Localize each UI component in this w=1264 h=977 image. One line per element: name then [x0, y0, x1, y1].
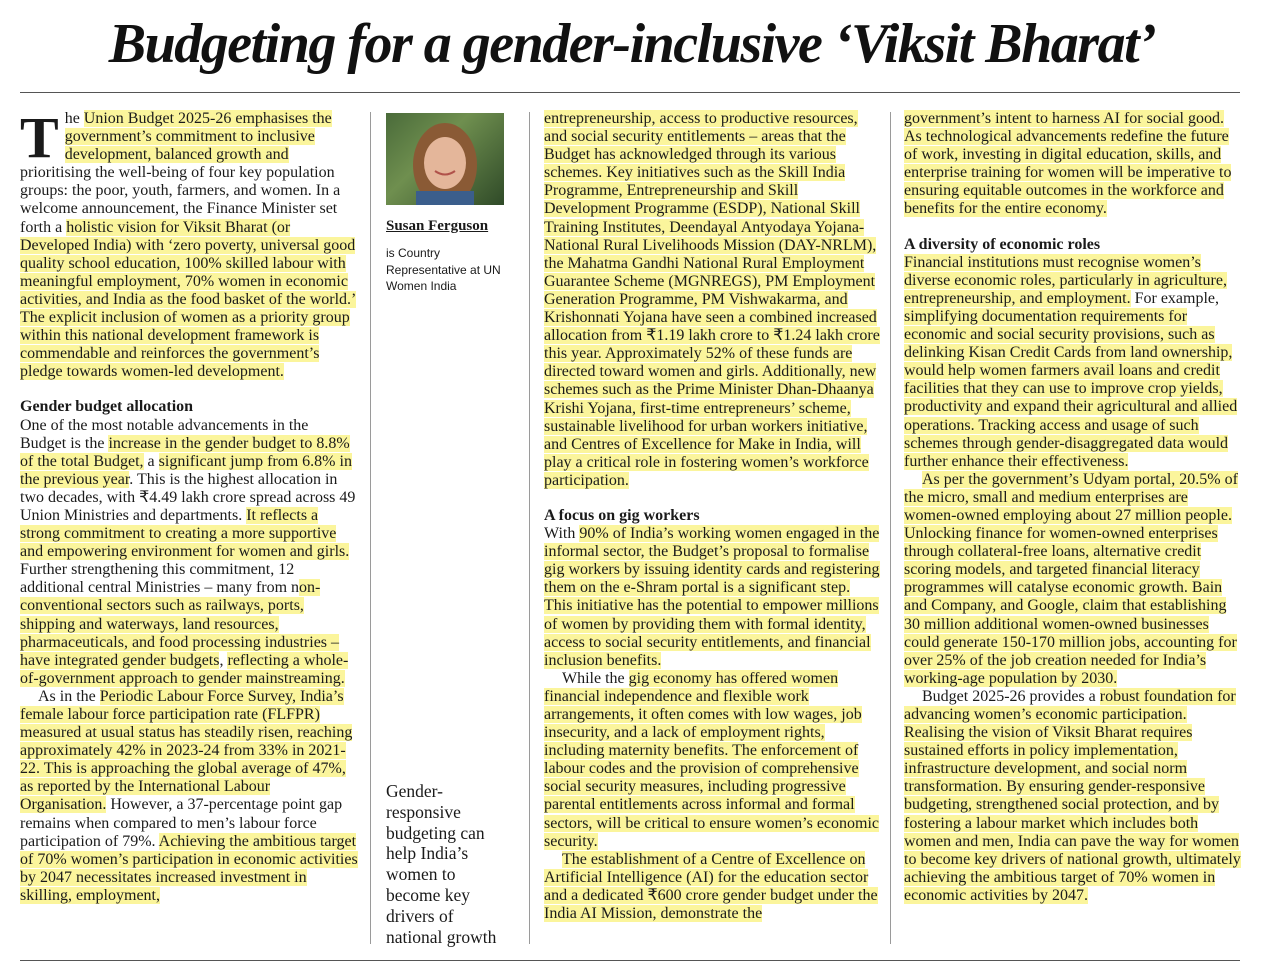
column-divider	[890, 112, 891, 944]
highlighted-text: holistic vision for Viksit Bharat (or Developed India) with ‘zero poverty, universal good quality school education, 100% skilled labour with meaningful employment, 70% women in economic activities, and India as the food basket of the world.’ The explicit inclusion of women as a priority group within this national development framework is commendable and reinforces the government’s pledge towards women-led development.	[20, 218, 357, 381]
subheading-economic-roles: A diversity of economic roles	[904, 235, 1101, 253]
paragraph: While the gig economy has offered women financial independence and flexible work arrangements, it often comes with low wages, job insecurity, and a lack of employment rights, including maternity benefits. The enforcement of labour codes and the provision of comprehensive social security measures, including progressive parental entitlements across informal and formal sectors, will be critical to ensure women’s economic security.	[544, 669, 880, 850]
top-divider	[20, 92, 1240, 93]
author-role: is Country Representative at UN Women India	[386, 246, 501, 293]
paragraph: As in the Periodic Labour Force Survey, India’s female labour force participation rate (FLFPR) measured at usual status has steadily risen, reaching approximately 42% in 2023-24 from 33% in 2021-22. This is approaching the global average of 47%, as reported by the International Labour Organisation. However, a 37-percentage point gap remains when compared to men’s labour force participation of 79%. Achieving the ambitious target of 70% women’s participation in economic activities by 2047 necessitates increased investment in skilling, employment,	[20, 687, 358, 904]
author-portrait-photo	[386, 113, 504, 205]
author-name: Susan Ferguson	[386, 218, 489, 234]
paragraph-intro: The Union Budget 2025-26 emphasises the government’s commitment to inclusive development, balanced growth and prioritising the well-being of four key population groups: the poor, youth, farmers, and women. In a welcome announcement, the Finance Minister set forth a holistic vision for Viksit Bharat (or Developed India) with ‘zero poverty, universal good quality school education, 100% skilled labour with meaningful employment, 70% women in economic activities, and India as the food basket of the world.’ The explicit inclusion of women as a priority group within this national development framework is commendable and reinforces the government’s pledge towards women-led development.	[20, 105, 357, 381]
column-1	[20, 105, 358, 905]
author-portrait-icon	[386, 113, 504, 205]
subheading-gig-workers: A focus on gig workers	[544, 506, 700, 524]
column-4	[904, 110, 1242, 905]
paragraph: The establishment of a Centre of Excellence on Artificial Intelligence (AI) for the education sector and a dedicated ₹600 crore gender budget under the India AI Mission, demonstrate the	[544, 850, 878, 923]
paragraph: Financial institutions must recognise women’s diverse economic roles, particularly in agriculture, entrepreneurship, and employment. For example, simplifying documentation requirements for economic and social security provisions, such as delinking Kisan Credit Cards from land ownership, would help women farmers avail loans and credit facilities that they can use to improve crop yields, productivity and expand their agricultural and allied operations. Tracking access and usage of such schemes through gender-disaggregated data would further enhance their effectiveness.	[904, 253, 1238, 470]
paragraph: Budget 2025-26 provides a robust foundation for advancing women’s economic participation. Realising the vision of Viksit Bharat requires sustained efforts in policy implementation, infrastructure development, and social norm transformation. By ensuring gender-responsive budgeting, strengthened social protection, and by fostering a labour market which includes both women and men, India can pave the way for women to become key drivers of national growth, ultimately achieving the ambitious target of 70% women in economic activities by 2047.	[904, 687, 1241, 904]
column-divider	[370, 112, 371, 944]
paragraph: entrepreneurship, access to productive resources, and social security entitlements – areas that the Budget has acknowledged through its various schemes. Key initiatives such as the Skill India Programme, Entrepreneurship and Skill Development Programme (ESDP), National Skill Training Institutes, Deendayal Antyodaya Yojana-National Rural Livelihoods Mission (DAY-NRLM), the Mahatma Gandhi National Rural Employment Guarantee Scheme (MGNREGS), PM Employment Generation Programme, PM Vishwakarma, and Krishonnati Yojana have seen a combined increased allocation from ₹1.19 lakh crore to ₹1.24 lakh crore this year. Approximately 52% of these funds are directed toward women and girls. Additionally, new schemes such as the Prime Minister Dhan-Dhaanya Krishi Yojana, first-time entrepreneurs’ scheme, sustainable livelihood for urban workers initiative, and Centres of Excellence for Make in India, will play a critical role in fostering women’s workforce participation.	[544, 110, 880, 489]
column-divider	[529, 112, 530, 944]
paragraph: As per the government’s Udyam portal, 20.5% of the micro, small and medium enterprises are women-owned employing about 27 million people. Unlocking finance for women-owned enterprises through collateral-free loans, alternative credit scoring models, and targeted financial literacy programmes will catalyse economic growth. Bain and Company, and Google, claim that establishing 30 million additional women-owned businesses could generate 150-170 million jobs, accounting for over 25% of the job creation needed for India’s working-age population by 2030.	[904, 470, 1238, 687]
paragraph: With 90% of India’s working women engaged in the informal sector, the Budget’s proposal to formalise gig workers by issuing identity cards and registering them on the e-Shram portal is a significant step. This initiative has the potential to empower millions of women by providing them with formal identity, access to social security entitlements, and financial inclusion benefits.	[544, 525, 880, 669]
highlighted-text: Union Budget 2025-26 emphasises the government’s commitment to inclusive development, balanced growth and	[64, 110, 332, 164]
bottom-divider	[20, 960, 1240, 961]
pull-quote: Gender-responsive budgeting can help India’s women to become key drivers of national growth	[386, 781, 497, 947]
paragraph: government’s intent to harness AI for social good. As technological advancements redefine the future of work, investing in digital education, skills, and enterprise training for women will be imperative to ensuring equitable outcomes in the workforce and benefits for the entire economy.	[904, 110, 1232, 218]
column-3	[544, 110, 880, 923]
drop-cap: T	[20, 105, 59, 170]
paragraph: One of the most notable advancements in the Budget is the increase in the gender budget to 8.8% of the total Budget, a significant jump from 6.8% in the previous year. This is the highest allocation in two decades, with ₹4.49 lakh crore spread across 49 Union Ministries and departments. It reflects a strong commitment to creating a more supportive and empowering environment for women and girls. Further strengthening this commitment, 12 additional central Ministries – many from non-conventional sectors such as railways, ports, shipping and waterways, land resources, pharmaceuticals, and food processing industries – have integrated gender budgets, reflecting a whole-of-government approach to gender mainstreaming.	[20, 416, 356, 687]
subheading-gender-budget: Gender budget allocation	[20, 398, 194, 416]
headline: Budgeting for a gender-inclusive ‘Viksit Bharat’	[108, 13, 1156, 75]
